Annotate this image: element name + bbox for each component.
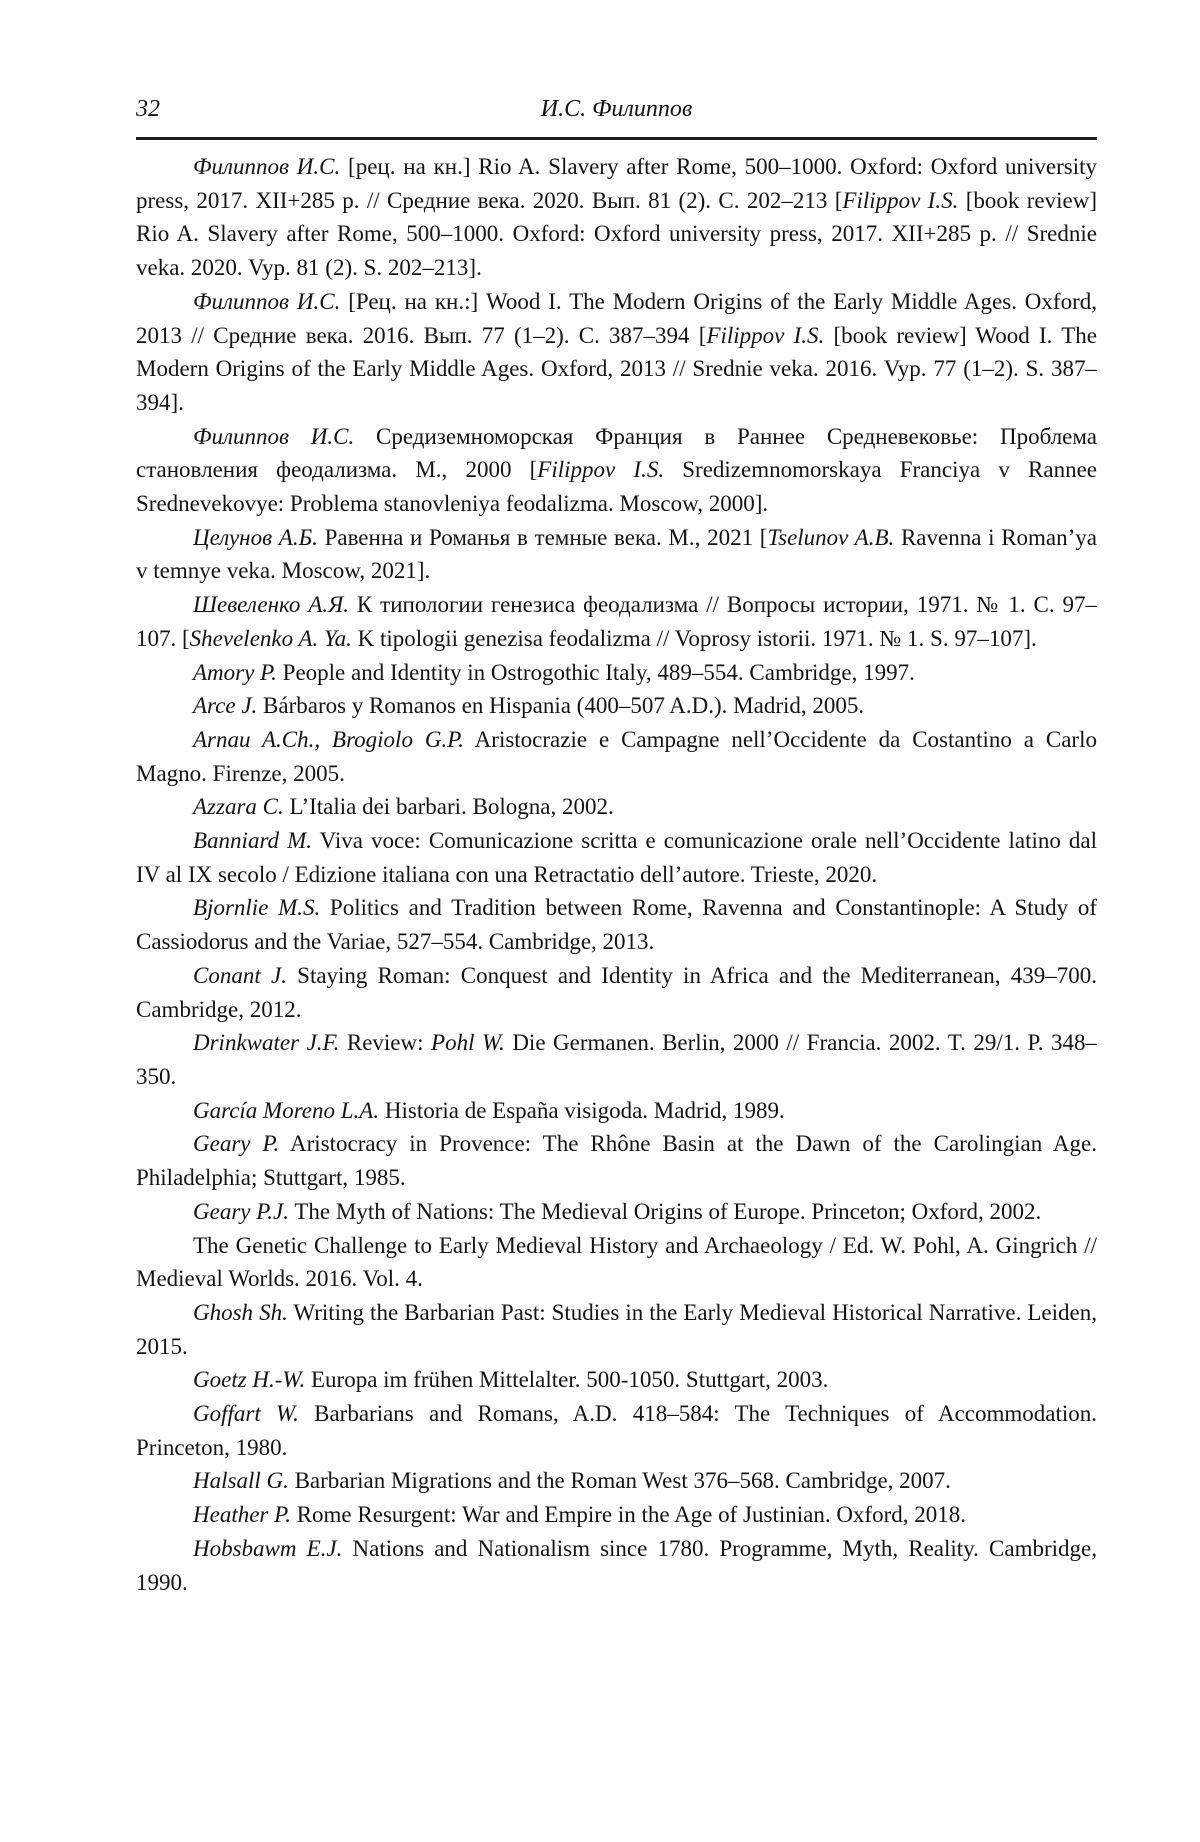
author-name: Geary P. — [193, 1131, 280, 1157]
reference-text: Nations and Nationalism since 1780. Programme, Myth, Reality. Cambridge, 1990. — [136, 1535, 1097, 1595]
author-name: Amory P. — [193, 659, 277, 685]
reference-text: Writing the Barbarian Past: Studies in the Early Medieval Historical Narrative. Leiden, 2015. — [136, 1299, 1097, 1359]
reference-text: Ravenna i Roman’ya v temnye veka. Moscow, 2021]. — [136, 524, 1098, 584]
reference-text: Bárbaros y Romanos en Hispania (400–507 A.D.). Madrid, 2005. — [257, 693, 865, 719]
reference-entry — [136, 1094, 1097, 1128]
author-name: Bjornlie M.S. — [193, 895, 321, 921]
reference-entry — [136, 790, 1097, 824]
reference-entry — [136, 891, 1097, 958]
author-name: Шевеленко А.Я. — [193, 592, 349, 618]
reference-text: [book review] Wood I. The Modern Origins of the Early Middle Ages. Oxford, 2013 // Srednie veka. 2016. Vyp. 77 (1–2). S. 387–394]. — [136, 322, 1097, 415]
reference-text: Rome Resurgent: War and Empire in the Age of Justinian. Oxford, 2018. — [290, 1502, 967, 1528]
author-name: Filippov I.S. — [537, 457, 665, 483]
reference-entry — [136, 656, 1097, 690]
reference-entry — [136, 588, 1097, 655]
author-name: Drinkwater J.F. — [193, 1030, 340, 1056]
reference-text: Staying Roman: Conquest and Identity in Africa and the Mediterranean, 439–700. Cambridge, 2012. — [136, 962, 1097, 1022]
author-name: Goetz H.-W. — [193, 1367, 306, 1393]
reference-text: [Рец. на кн.:] Wood I. The Modern Origins of the Early Middle Ages. Oxford, 2013 // Средние века. 2016. Вып. 77 (1–2). С. 387–394 [ — [136, 288, 1097, 348]
author-name: Филиппов И.С. — [193, 288, 341, 314]
reference-text: Средиземноморская Франция в Раннее Средневековье: Проблема становления феодализма. М., 2000 [ — [136, 423, 1097, 483]
reference-entry — [136, 1363, 1097, 1397]
header-rule — [136, 137, 1097, 140]
reference-entry — [136, 824, 1097, 891]
author-name: Filippov I.S. — [706, 322, 825, 348]
author-name: Conant J. — [193, 962, 287, 988]
author-name: Halsall G. — [193, 1468, 289, 1494]
reference-text: People and Identity in Ostrogothic Italy, 489–554. Cambridge, 1997. — [276, 659, 915, 685]
reference-entry — [136, 1464, 1097, 1498]
author-name: Heather P. — [193, 1502, 291, 1528]
reference-text: Review: — [339, 1030, 432, 1056]
reference-entry — [136, 723, 1097, 790]
reference-text: Europa im frühen Mittelalter. 500-1050. Stuttgart, 2003. — [305, 1367, 829, 1393]
reference-entry — [136, 959, 1097, 1026]
reference-text: Aristocracy in Provence: The Rhône Basin at the Dawn of the Carolingian Age. Philadelphia; Stuttgart, 1985. — [136, 1131, 1097, 1191]
author-name: Arnau A.Ch., Brogiolo G.P. — [193, 726, 465, 752]
page-number: 32 — [136, 96, 160, 122]
author-name: Shevelenko A. Ya. — [189, 625, 352, 651]
author-name: Целунов А.Б. — [193, 524, 318, 550]
author-name: Pohl W. — [431, 1030, 505, 1056]
author-name: García Moreno L.A. — [193, 1097, 380, 1123]
reference-text: Aristocrazie e Campagne nell’Occidente da Costantino a Carlo Magno. Firenze, 2005. — [136, 726, 1097, 786]
reference-text: Sredizemnomorskaya Franciya v Rannee Srednevekovye: Problema stanovleniya feodalizma. Moscow, 2000]. — [136, 457, 1097, 517]
reference-text: The Genetic Challenge to Early Medieval History and Archaeology / Ed. W. Pohl, A. Gingrich // Medieval Worlds. 2016. Vol. 4. — [136, 1232, 1097, 1292]
reference-text: K tipologii genezisa feodalizma // Voprosy istorii. 1971. № 1. S. 97–107]. — [351, 625, 1037, 651]
reference-entry — [136, 1397, 1097, 1464]
author-name: Geary P.J. — [193, 1198, 290, 1224]
reference-entry — [136, 1296, 1097, 1363]
reference-entry — [136, 150, 1097, 285]
reference-text: Politics and Tradition between Rome, Ravenna and Constantinople: A Study of Cassiodorus and the Variae, 527–554. Cambridge, 2013. — [136, 895, 1097, 955]
reference-entry — [136, 689, 1097, 723]
reference-text: [рец. на кн.] Rio A. Slavery after Rome, 500–1000. Oxford: Oxford university press, 2017. XII+285 p. // Средние века. 2020. Вып. 81 (2). С. 202–213 [ — [136, 154, 1098, 213]
reference-text: К типологии генезиса феодализма // Вопросы истории, 1971. № 1. С. 97–107. [ — [136, 592, 1097, 651]
reference-entry — [136, 1498, 1097, 1532]
reference-entry — [136, 1229, 1097, 1296]
author-name: Banniard M. — [193, 828, 312, 854]
author-name: Filippov I.S. — [842, 187, 959, 213]
reference-text: The Myth of Nations: The Medieval Origins of Europe. Princeton; Oxford, 2002. — [289, 1198, 1042, 1224]
reference-text: L’Italia dei barbari. Bologna, 2002. — [283, 794, 614, 820]
reference-text: Barbarians and Romans, A.D. 418–584: The Techniques of Accommodation. Princeton, 1980. — [136, 1401, 1098, 1460]
reference-entry — [136, 1195, 1097, 1229]
author-name: Филиппов И.С. — [193, 154, 341, 179]
author-name: Ghosh Sh. — [193, 1299, 288, 1325]
reference-text: Barbarian Migrations and the Roman West 376–568. Cambridge, 2007. — [288, 1468, 951, 1494]
reference-entry — [136, 521, 1097, 588]
reference-entry — [136, 1532, 1097, 1599]
author-name: Arce J. — [193, 693, 258, 719]
author-name: Goffart W. — [193, 1401, 299, 1427]
author-name: Azzara C. — [193, 794, 284, 820]
reference-entry — [136, 1127, 1097, 1194]
reference-text: Viva voce: Comunicazione scritta e comunicazione orale nell’Occidente latino dal IV al IX secolo / Edizione italiana con una Retractatio dell’autore. Trieste, 2020. — [136, 828, 1097, 887]
author-name: Филиппов И.С. — [193, 423, 355, 449]
running-title: И.С. Филиппов — [540, 96, 693, 122]
reference-text: Die Germanen. Berlin, 2000 // Francia. 2002. T. 29/1. P. 348–350. — [136, 1030, 1097, 1089]
author-name: Hobsbawm E.J. — [193, 1535, 343, 1561]
author-name: Tselunov A.B. — [767, 524, 895, 550]
reference-entry — [136, 1026, 1097, 1093]
reference-text: [book review] Rio A. Slavery after Rome, 500–1000. Oxford: Oxford university press, 2017. XII+285 p. // Srednie veka. 2020. Vyp. 81 (2). S. 202–213]. — [136, 187, 1097, 281]
reference-entry — [136, 420, 1097, 521]
reference-entry — [136, 285, 1097, 420]
page-header — [136, 94, 1097, 128]
references-list — [136, 150, 1097, 1599]
reference-text: Равенна и Романья в темные века. М., 2021 [ — [317, 524, 768, 550]
reference-text: Historia de España visigoda. Madrid, 1989. — [379, 1097, 785, 1123]
